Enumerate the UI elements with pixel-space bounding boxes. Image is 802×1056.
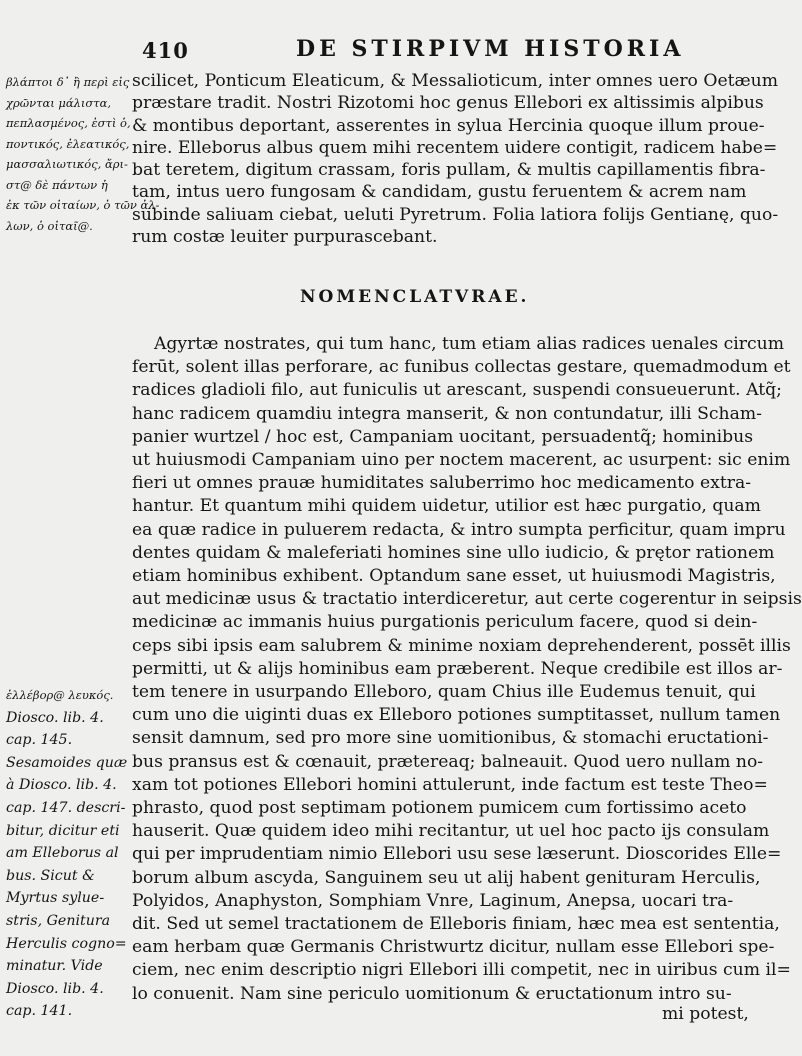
text-line: ea quæ radice in puluerem redacta, & intro sumpta perficitur, quam impru bbox=[132, 519, 786, 540]
text-line: bus pransus est & cœnauit, prætereaq; balneauit. Quod uero nullam no- bbox=[132, 751, 764, 772]
text-line: radices gladioli filo, aut funiculis ut arescant, suspendi consueuerunt. Atq̃; bbox=[132, 380, 782, 401]
marginal-line: am Elleborus al bbox=[6, 845, 119, 862]
marginal-line: stris, Genitura bbox=[6, 912, 111, 929]
text-line: etiam hominibus exhibent. Optandum sane esset, ut huiusmodi Magistris, bbox=[132, 566, 776, 587]
text-line: fieri ut omnes prauæ humiditates saluberrimo hoc medicamento extra- bbox=[132, 473, 752, 494]
marginal-line: bus. Sicut & bbox=[6, 867, 95, 884]
marginal-line: πεπλασμένος, ἐστὶ ὁ, bbox=[6, 116, 131, 130]
text-line: ciem, nec enim descriptio nigri Ellebori illi competit, nec in uiribus cum il= bbox=[132, 960, 791, 981]
text-line: hauserit. Quæ quidem ideo mihi recitantur, ut uel hoc pacto ijs consulam bbox=[132, 821, 770, 842]
marginal-line: bitur, dicitur eti bbox=[6, 822, 120, 839]
text-line: lo conuenit. Nam sine periculo uomitionum & eructationum intro su- bbox=[132, 983, 732, 1004]
text-line: aut medicinæ usus & tractatio interdiceretur, aut certe cogerentur in seipsis bbox=[132, 589, 802, 610]
text-line: medicinæ ac immanis huius purgationis periculum facere, quod si dein- bbox=[132, 612, 758, 633]
text-line: subinde saliuam ciebat, ueluti Pyretrum. Folia latiora folijs Gentianę, quo- bbox=[132, 204, 779, 225]
text-line: panier wurtzel / hoc est, Campaniam uocitant, persuadentq̃; hominibus bbox=[132, 426, 754, 447]
marginal-line: βλάπτοι δ᾽ ἢ περὶ εἰς bbox=[6, 75, 130, 89]
text-line: bat teretem, digitum crassam, foris pullam, & multis capillamentis fibra- bbox=[132, 160, 766, 181]
marginal-line: Diosco. lib. 4. bbox=[6, 709, 104, 726]
marginal-line: cap. 145. bbox=[6, 732, 73, 749]
text-line: permitti, ut & alijs hominibus eam præberent. Neque credibile est illos ar- bbox=[132, 658, 783, 679]
marginal-line: Diosco. lib. 4. bbox=[6, 980, 104, 997]
text-line: cum uno die uiginti duas ex Elleboro potiones sumptitasset, nullum tamen bbox=[132, 705, 781, 726]
opening-paragraph bbox=[132, 70, 792, 248]
text-line: hantur. Et quantum mihi quidem uidetur, utilior est hæc purgatio, quam bbox=[132, 496, 761, 517]
marginal-line: minatur. Vide bbox=[6, 958, 103, 975]
text-line: ceps sibi ipsis eam salubrem & minime noxiam deprehenderent, possēt illis bbox=[132, 635, 791, 656]
text-line: qui per imprudentiam nimio Ellebori usu sese læserunt. Dioscorides Elle= bbox=[132, 844, 782, 865]
marginal-line: cap. 147. descri- bbox=[6, 799, 126, 816]
marginal-line: Myrtus sylue- bbox=[6, 890, 105, 907]
marginal-line: χρῶνται μάλιστα, bbox=[6, 95, 112, 110]
text-line: tem tenere in usurpando Elleboro, quam Chius ille Eudemus tenuit, qui bbox=[132, 682, 756, 703]
text-line: nire. Elleborus albus quem mihi recentem uidere contigit, radicem habe= bbox=[132, 137, 778, 158]
marginal-line: λων, ὁ οἰταῖ@. bbox=[6, 218, 93, 233]
text-line: & montibus deportant, asserentes in sylua Hercinia quoque illum proue- bbox=[132, 115, 765, 136]
latin-marginal-note bbox=[6, 684, 130, 1023]
text-line: xam tot potiones Ellebori homini attulerunt, inde factum est teste Theo= bbox=[132, 774, 768, 795]
text-line: Agyrtæ nostrates, qui tum hanc, tum etiam alias radices uenales circum bbox=[154, 334, 784, 354]
marginal-line: μασσαλιωτικός, ἄρι- bbox=[6, 157, 128, 171]
text-line: borum album ascyda, Sanguinem seu ut alij habent genituram Herculis, bbox=[132, 867, 761, 888]
text-line: hanc radicem quamdiu integra manserit, & non contundatur, illi Scham- bbox=[132, 403, 762, 424]
text-line: tam, intus uero fungosam & candidam, gustu feruentem & acrem nam bbox=[132, 182, 747, 203]
marginal-line: à Diosco. lib. 4. bbox=[6, 777, 117, 794]
marginal-line: ἐκ τῶν οἰταίων, ὁ τῶν ἀλ- bbox=[6, 198, 160, 212]
catchword: mi potest, bbox=[662, 1004, 749, 1024]
text-line: dentes quidam & maleferiati homines sine ullo iudicio, & prętor rationem bbox=[132, 542, 775, 563]
page-number: 410 bbox=[142, 38, 189, 63]
marginal-line: cap. 141. bbox=[6, 1003, 73, 1020]
text-line: dit. Sed ut semel tractationem de Elleboris finiam, hæc mea est sententia, bbox=[132, 914, 780, 935]
text-line: Polyidos, Anaphyston, Somphiam Vnre, Laginum, Anepsa, uocari tra- bbox=[132, 890, 734, 911]
section-heading: NOMENCLATVRAE. bbox=[300, 287, 530, 307]
text-line: rum costæ leuiter purpurascebant. bbox=[132, 227, 438, 248]
text-line: phrasto, quod post septimam potionem pumicem cum fortissimo aceto bbox=[132, 798, 747, 819]
greek-marginal-note bbox=[6, 72, 160, 236]
marginal-line: ἐλλέβορ@ λευκός. bbox=[6, 688, 114, 702]
marginal-line: Sesamoides quæ bbox=[6, 754, 128, 771]
text-line: sensit damnum, sed pro more sine uomitionibus, & stomachi eructationi- bbox=[132, 728, 769, 749]
marginal-line: ποντικός, ἐλεατικός, bbox=[6, 136, 130, 151]
text-line: eam herbam quæ Germanis Christwurtz dicitur, nullam esse Ellebori spe- bbox=[132, 937, 775, 958]
nomenclature-paragraph bbox=[132, 333, 802, 1006]
text-line: ut huiusmodi Campaniam uino per noctem macerent, ac usurpent: sic enim bbox=[132, 450, 791, 471]
text-line: ferūt, solent illas perforare, ac funibus collectas gestare, quemadmodum et bbox=[132, 357, 791, 378]
marginal-line: Herculis cogno= bbox=[6, 935, 127, 952]
text-line: scilicet, Ponticum Eleaticum, & Messalioticum, inter omnes uero Oetæum bbox=[132, 71, 779, 91]
text-line: præstare tradit. Nostri Rizotomi hoc genus Ellebori ex altissimis alpibus bbox=[132, 93, 764, 114]
marginal-line: στ@ δὲ πάντων ἡ bbox=[6, 177, 108, 192]
running-head: DE STIRPIVM HISTORIA bbox=[296, 36, 685, 62]
